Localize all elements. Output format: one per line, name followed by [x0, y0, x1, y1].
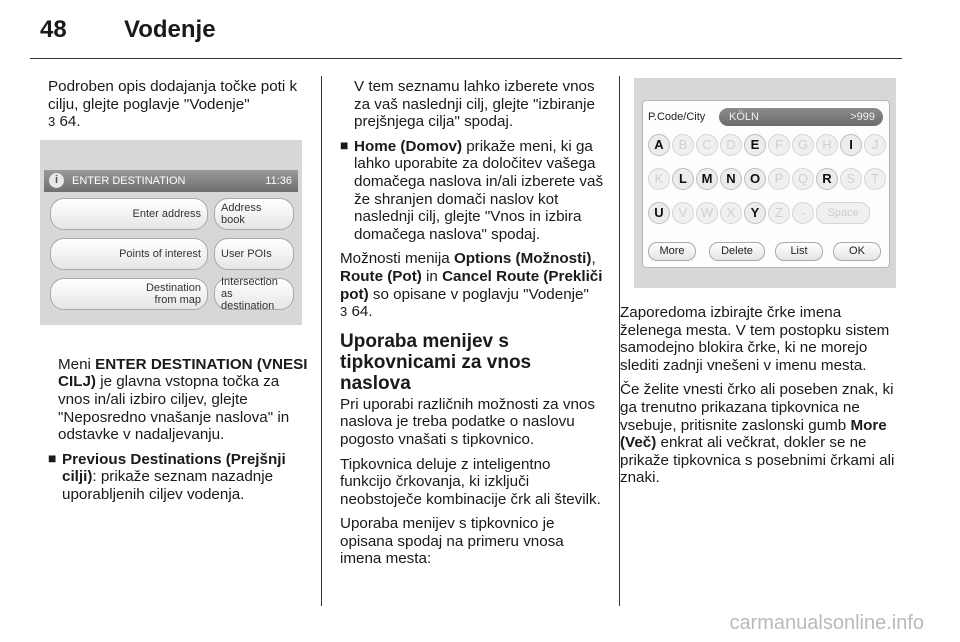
info-icon: i — [49, 173, 64, 188]
key-r[interactable]: R — [816, 168, 838, 190]
key-e[interactable]: E — [744, 134, 766, 156]
key-d[interactable]: D — [720, 134, 742, 156]
destination-from-map-button[interactable]: Destination from map — [50, 278, 208, 310]
key-z[interactable]: Z — [768, 202, 790, 224]
keyboard-screenshot — [634, 78, 896, 288]
more-button[interactable]: More — [648, 242, 696, 261]
reference-arrow-icon: 3 — [48, 114, 56, 130]
input-value: KÖLN — [729, 111, 759, 123]
paragraph: Podroben opis dodajanja točke poti k cilju, glejte poglavje "Vodenje" 3 64. — [48, 78, 298, 131]
input-label: P.Code/City — [648, 111, 706, 123]
key-h[interactable]: H — [816, 134, 838, 156]
paragraph: Če želite vnesti črko ali poseben znak, ki ga trenutno prikazana tipkovnica ne vsebuje, pritisnite zaslonski gumb More (Več) enkrat ali večkrat, dokler se ne prikaže tipkovnica s posebnimi črkami ali znaki. — [620, 381, 895, 487]
page-title: Vodenje — [124, 16, 216, 43]
key-b[interactable]: B — [672, 134, 694, 156]
column-divider-1 — [321, 76, 322, 606]
bullet-icon: ■ — [48, 449, 57, 466]
screen-titlebar — [44, 170, 298, 192]
paragraph: Meni ENTER DESTINATION (VNESI CILJ) je glavna vstopna točka za vnos in/ali izbiro ciljev, glejte "Neposredno vnašanje naslova" in odstavke v nadaljevanju. — [58, 355, 308, 444]
screen-title: ENTER DESTINATION — [72, 175, 186, 187]
reference-arrow-icon: 3 — [340, 304, 348, 320]
page-reference: 64. — [59, 113, 81, 131]
key-u[interactable]: U — [648, 202, 670, 224]
key-j[interactable]: J — [864, 134, 886, 156]
paragraph: Možnosti menija Options (Možnosti), Route (Pot) in Cancel Route (Prekliči pot) so opisane v poglavju "Vodenje" 3 64. — [340, 250, 603, 321]
delete-button[interactable]: Delete — [709, 242, 765, 261]
paragraph: Tipkovnica deluje z inteligentno funkcijo črkovanja, ki izključi neobstoječe kombinacije črk ali številk. — [340, 455, 601, 508]
list-button[interactable]: List — [775, 242, 823, 261]
keyboard-panel — [642, 100, 890, 268]
key-p[interactable]: P — [768, 168, 790, 190]
enter-destination-screenshot — [40, 140, 302, 325]
city-input[interactable] — [719, 108, 883, 126]
key-i[interactable]: I — [840, 134, 862, 156]
key-f[interactable]: F — [768, 134, 790, 156]
enter-address-button[interactable]: Enter address — [50, 198, 208, 230]
key-s[interactable]: S — [840, 168, 862, 190]
address-book-button[interactable]: Address book — [214, 198, 294, 230]
ok-button[interactable]: OK — [833, 242, 881, 261]
result-count: >999 — [850, 111, 875, 123]
key-a[interactable]: A — [648, 134, 670, 156]
bullet-icon: ■ — [340, 136, 349, 153]
key-o[interactable]: O — [744, 168, 766, 190]
paragraph: Pri uporabi različnih možnosti za vnos naslova je treba podatke o naslovu pogosto vnašati s tipkovnico. — [340, 395, 595, 448]
key-g[interactable]: G — [792, 134, 814, 156]
key-w[interactable]: W — [696, 202, 718, 224]
key-c[interactable]: C — [696, 134, 718, 156]
paragraph: V tem seznamu lahko izberete vnos za vaš naslednji cilj, glejte "izbiranje prejšnjega cilja" spodaj. — [354, 78, 595, 131]
key-y[interactable]: Y — [744, 202, 766, 224]
watermark: carmanualsonline.info — [729, 612, 924, 634]
paragraph: Uporaba menijev s tipkovnico je opisana spodaj na primeru vnosa imena mesta: — [340, 515, 564, 568]
user-pois-button[interactable]: User POIs — [214, 238, 294, 270]
points-of-interest-button[interactable]: Points of interest — [50, 238, 208, 270]
key-l[interactable]: L — [672, 168, 694, 190]
column-2 — [340, 78, 606, 575]
key-x[interactable]: X — [720, 202, 742, 224]
column-3 — [620, 304, 904, 494]
header-divider — [30, 58, 902, 59]
key-k[interactable]: K — [648, 168, 670, 190]
paragraph: Zaporedoma izbirajte črke imena želenega mesta. V tem postopku sistem samodejno blokira črke, ki ne morejo slediti zadnji vnešeni v imenu mesta. — [620, 304, 890, 374]
page-reference: 64. — [351, 303, 373, 321]
clock: 11:36 — [265, 175, 292, 187]
page-header — [40, 16, 900, 56]
page-number: 48 — [40, 16, 67, 43]
key-n[interactable]: N — [720, 168, 742, 190]
key-dash[interactable]: - — [792, 202, 814, 224]
list-item: ■ Home (Domov) prikaže meni, ki ga lahko uporabite za določitev vašega domačega naslova in/ali izberete vaš že shranjen domači naslov kot naslednji cilj, glejte "Vnos in izbira domačega naslova" spodaj. — [340, 136, 604, 243]
key-m[interactable]: M — [696, 168, 718, 190]
list-item: ■ Previous Destinations (Prejšnji cilji): prikaže seznam nazadnje uporabljenih ciljev vodenja. — [48, 449, 286, 503]
key-t[interactable]: T — [864, 168, 886, 190]
space-key[interactable]: Space — [816, 202, 870, 224]
key-q[interactable]: Q — [792, 168, 814, 190]
section-heading: Uporaba menijev s tipkovnicami za vnos naslova — [340, 330, 532, 394]
key-v[interactable]: V — [672, 202, 694, 224]
intersection-button[interactable]: Intersection as destination — [214, 278, 294, 310]
